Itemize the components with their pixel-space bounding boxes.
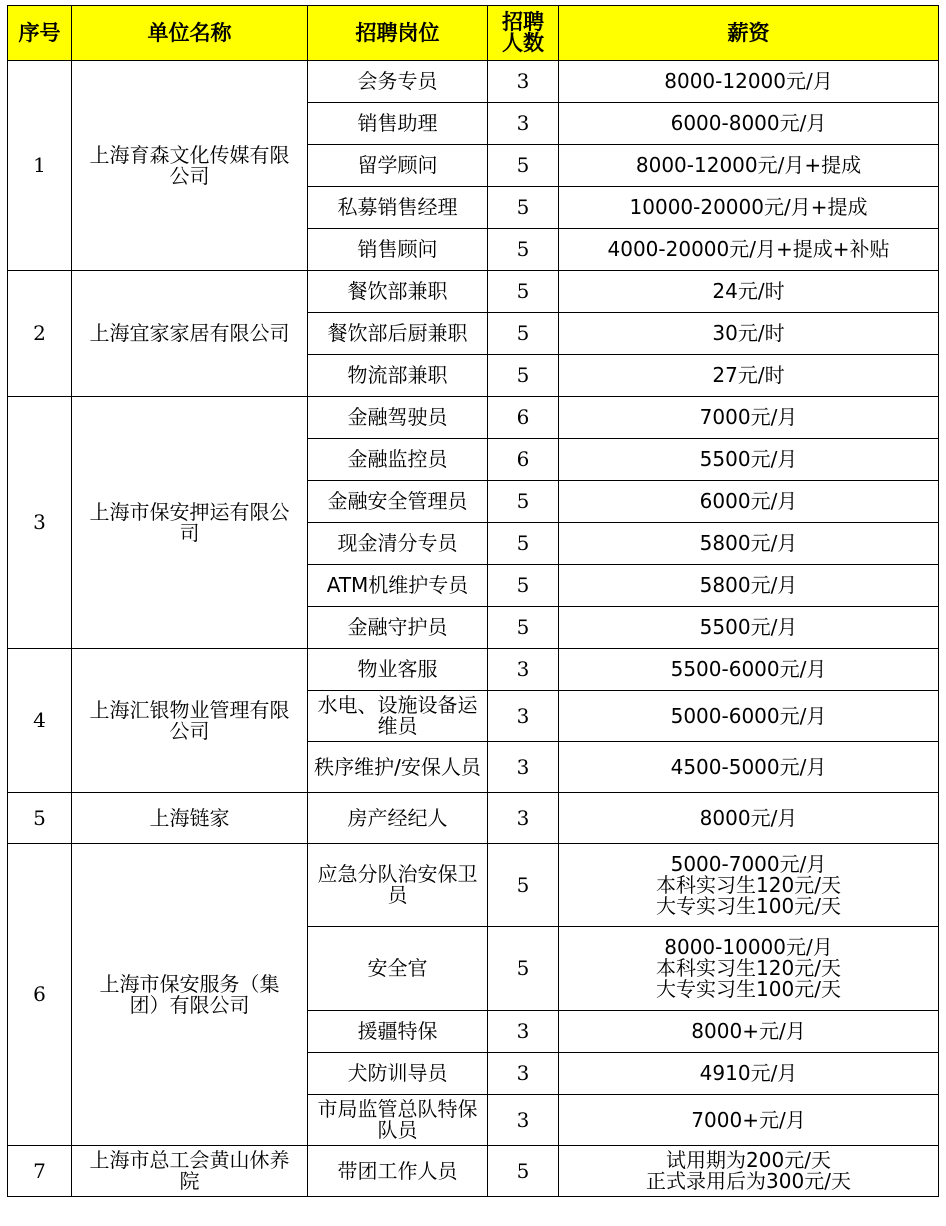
salary-line: 5500元/月	[699, 447, 798, 471]
salary-line: 8000-10000元/月	[664, 935, 833, 959]
job-position: 会务专员	[308, 61, 488, 103]
job-salary	[559, 271, 939, 313]
job-position: 水电、设施设备运维员	[308, 691, 488, 742]
job-position: 物流部兼职	[308, 355, 488, 397]
company-index: 7	[8, 1146, 72, 1197]
table-row	[8, 1146, 939, 1197]
salary-line: 8000+元/月	[691, 1019, 806, 1043]
salary-line: 7000+元/月	[691, 1107, 806, 1132]
job-salary	[559, 1011, 939, 1053]
job-position: 犬防训导员	[308, 1053, 488, 1095]
job-position: 市局监管总队特保队员	[308, 1095, 488, 1146]
table-row	[8, 793, 939, 844]
job-salary	[559, 1053, 939, 1095]
job-position: 秩序维护/安保人员	[308, 742, 488, 793]
job-count: 5	[488, 481, 559, 523]
job-position: 援疆特保	[308, 1011, 488, 1053]
job-position: 餐饮部兼职	[308, 271, 488, 313]
job-count: 5	[488, 607, 559, 649]
company-index: 4	[8, 649, 72, 793]
salary-line: 8000-12000元/月	[664, 69, 833, 93]
job-count: 6	[488, 397, 559, 439]
table-row	[8, 397, 939, 439]
job-count: 3	[488, 1053, 559, 1095]
salary-line: 27元/时	[712, 363, 785, 387]
job-salary	[559, 793, 939, 844]
job-salary	[559, 1146, 939, 1197]
company-name: 上海链家	[72, 793, 308, 844]
company-index: 5	[8, 793, 72, 844]
job-salary	[559, 313, 939, 355]
salary-line: 正式录用后为300元/天	[646, 1169, 851, 1193]
job-count: 5	[488, 927, 559, 1011]
recruitment-table	[7, 5, 939, 1197]
salary-line: 5500-6000元/月	[670, 657, 827, 681]
salary-line: 5500元/月	[699, 615, 798, 639]
job-count: 3	[488, 1011, 559, 1053]
header-company: 单位名称	[72, 6, 308, 61]
job-count: 5	[488, 844, 559, 927]
salary-line: 24元/时	[712, 279, 785, 303]
job-salary	[559, 691, 939, 742]
job-salary	[559, 481, 939, 523]
job-position: 留学顾问	[308, 145, 488, 187]
job-salary	[559, 927, 939, 1011]
job-count: 6	[488, 439, 559, 481]
job-count: 5	[488, 1146, 559, 1197]
salary-line: 试用期为200元/天	[666, 1148, 831, 1172]
job-count: 5	[488, 187, 559, 229]
salary-line: 本科实习生120元/天	[656, 956, 841, 980]
company-name: 上海市总工会黄山休养院	[72, 1146, 308, 1197]
job-count: 5	[488, 145, 559, 187]
job-position: 金融驾驶员	[308, 397, 488, 439]
company-index: 3	[8, 397, 72, 649]
company-name: 上海市保安服务（集团）有限公司	[72, 844, 308, 1146]
salary-line: 4910元/月	[699, 1061, 798, 1085]
company-name: 上海宜家家居有限公司	[72, 271, 308, 397]
job-salary	[559, 229, 939, 271]
job-salary	[559, 103, 939, 145]
job-salary	[559, 649, 939, 691]
job-count: 3	[488, 61, 559, 103]
job-position: 房产经纪人	[308, 793, 488, 844]
header-count: 招聘人数	[488, 6, 559, 61]
job-position: 物业客服	[308, 649, 488, 691]
company-name: 上海市保安押运有限公司	[72, 397, 308, 649]
job-count: 5	[488, 355, 559, 397]
job-salary	[559, 61, 939, 103]
salary-line: 5800元/月	[699, 531, 798, 555]
salary-line: 大专实习生100元/天	[656, 893, 841, 918]
company-index: 6	[8, 844, 72, 1146]
job-position: ATM机维护专员	[308, 565, 488, 607]
job-position: 餐饮部后厨兼职	[308, 313, 488, 355]
salary-line: 5000-7000元/月	[670, 851, 827, 876]
job-position: 应急分队治安保卫员	[308, 844, 488, 927]
job-salary	[559, 742, 939, 793]
salary-line: 5800元/月	[699, 573, 798, 597]
header-salary: 薪资	[559, 6, 939, 61]
job-salary	[559, 439, 939, 481]
job-salary	[559, 145, 939, 187]
salary-line: 8000-12000元/月+提成	[635, 153, 862, 177]
job-count: 5	[488, 229, 559, 271]
job-count: 3	[488, 1095, 559, 1146]
job-salary	[559, 397, 939, 439]
table-row	[8, 271, 939, 313]
salary-line: 7000元/月	[699, 405, 798, 429]
salary-line: 5000-6000元/月	[670, 703, 827, 728]
job-count: 5	[488, 523, 559, 565]
company-name: 上海汇银物业管理有限公司	[72, 649, 308, 793]
header-index: 序号	[8, 6, 72, 61]
job-count: 5	[488, 565, 559, 607]
table-body	[8, 61, 939, 1197]
job-position: 安全官	[308, 927, 488, 1011]
salary-line: 4000-20000元/月+提成+补贴	[607, 237, 890, 261]
salary-line: 本科实习生120元/天	[656, 872, 841, 897]
salary-line: 4500-5000元/月	[670, 754, 827, 779]
job-salary	[559, 1095, 939, 1146]
job-position: 销售助理	[308, 103, 488, 145]
job-position: 金融安全管理员	[308, 481, 488, 523]
salary-line: 大专实习生100元/天	[656, 977, 841, 1001]
job-salary	[559, 844, 939, 927]
table-row	[8, 61, 939, 103]
job-count: 5	[488, 271, 559, 313]
salary-line: 30元/时	[712, 321, 785, 345]
company-index: 2	[8, 271, 72, 397]
job-position: 销售顾问	[308, 229, 488, 271]
job-count: 3	[488, 793, 559, 844]
company-name: 上海育森文化传媒有限公司	[72, 61, 308, 271]
table-row	[8, 844, 939, 927]
job-position: 现金清分专员	[308, 523, 488, 565]
header-position: 招聘岗位	[308, 6, 488, 61]
job-position: 金融监控员	[308, 439, 488, 481]
table-row	[8, 649, 939, 691]
job-salary	[559, 187, 939, 229]
job-count: 3	[488, 691, 559, 742]
job-salary	[559, 607, 939, 649]
job-salary	[559, 355, 939, 397]
header-row	[8, 6, 939, 61]
salary-line: 10000-20000元/月+提成	[629, 195, 868, 219]
job-position: 私募销售经理	[308, 187, 488, 229]
salary-line: 8000元/月	[699, 805, 798, 830]
job-count: 3	[488, 103, 559, 145]
job-count: 3	[488, 742, 559, 793]
company-index: 1	[8, 61, 72, 271]
job-count: 3	[488, 649, 559, 691]
job-position: 带团工作人员	[308, 1146, 488, 1197]
salary-line: 6000元/月	[699, 489, 798, 513]
job-salary	[559, 565, 939, 607]
job-position: 金融守护员	[308, 607, 488, 649]
job-salary	[559, 523, 939, 565]
salary-line: 6000-8000元/月	[670, 111, 827, 135]
job-count: 5	[488, 313, 559, 355]
